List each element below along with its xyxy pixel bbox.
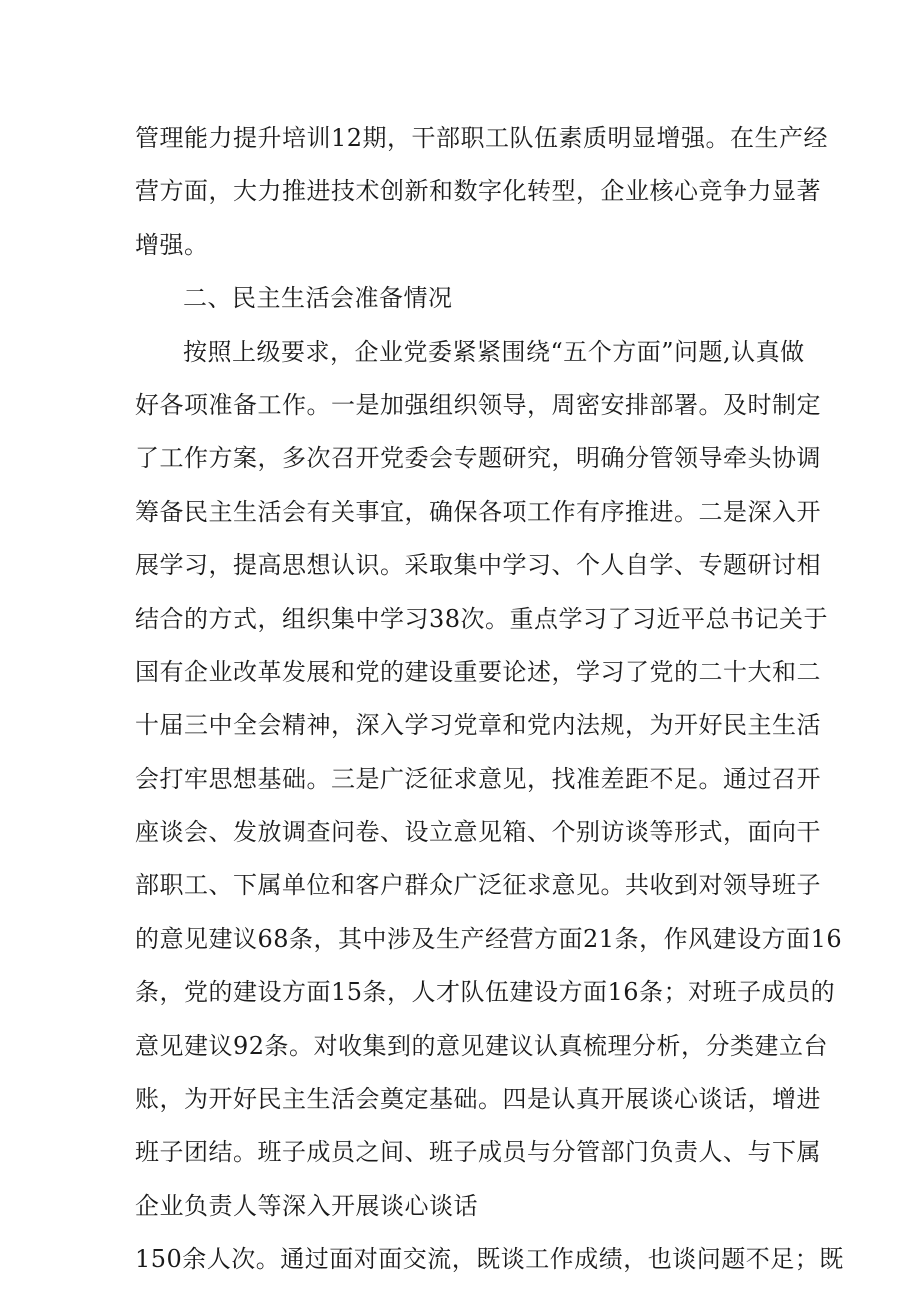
text-line: 增强。 [135,230,209,259]
text-line: 好各项准备工作。一是加强组织领导，周密安排部署。及时制定 [135,390,821,419]
text-line: 营方面，大力推进技术创新和数字化转型，企业核心竞争力显著 [135,177,821,206]
text-line: 了工作方案，多次召开党委会专题研究，明确分管领导牵头协调 [135,444,821,473]
text-line: 展学习，提高思想认识。采取集中学习、个人自学、专题研讨相 [135,551,821,580]
section-heading: 二、民主生活会准备情况 [183,284,453,313]
text-line: 班子团结。班子成员之间、班子成员与分管部门负责人、与下属 [135,1138,821,1167]
document-body [135,112,844,1287]
text-line: 筹备民主生活会有关事宜，确保各项工作有序推进。二是深入开 [135,497,821,526]
paragraph-first-line: 按照上级要求，企业党委紧紧围绕“五个方面”问题,认真做 [183,337,805,366]
text-line: 账，为开好民主生活会奠定基础。四是认真开展谈心谈话，增进 [135,1085,821,1114]
text-line: 部职工、下属单位和客户群众广泛征求意见。共收到对领导班子 [135,871,821,900]
text-line: 企业负责人等深入开展谈心谈话 [135,1191,478,1220]
text-line: 会打牢思想基础。三是广泛征求意见，找准差距不足。通过召开 [135,764,821,793]
text-line: 十届三中全会精神，深入学习党章和党内法规，为开好民主生活 [135,711,821,740]
text-line: 150余人次。通过面对面交流，既谈工作成绩，也谈问题不足；既 [135,1245,844,1274]
text-line: 国有企业改革发展和党的建设重要论述，学习了党的二十大和二 [135,657,821,686]
text-line: 管理能力提升培训12期，干部职工队伍素质明显增强。在生产经 [135,124,829,152]
text-line: 的意见建议68条，其中涉及生产经营方面21条，作风建设方面16 [135,924,843,953]
text-line: 条，党的建设方面15条，人才队伍建设方面16条；对班子成员的 [135,978,836,1007]
text-line: 意见建议92条。对收集到的意见建议认真梳理分析，分类建立台 [135,1031,829,1060]
text-line: 座谈会、发放调查问卷、设立意见箱、个别访谈等形式，面向干 [135,818,821,847]
text-line: 结合的方式，组织集中学习38次。重点学习了习近平总书记关于 [135,604,829,633]
